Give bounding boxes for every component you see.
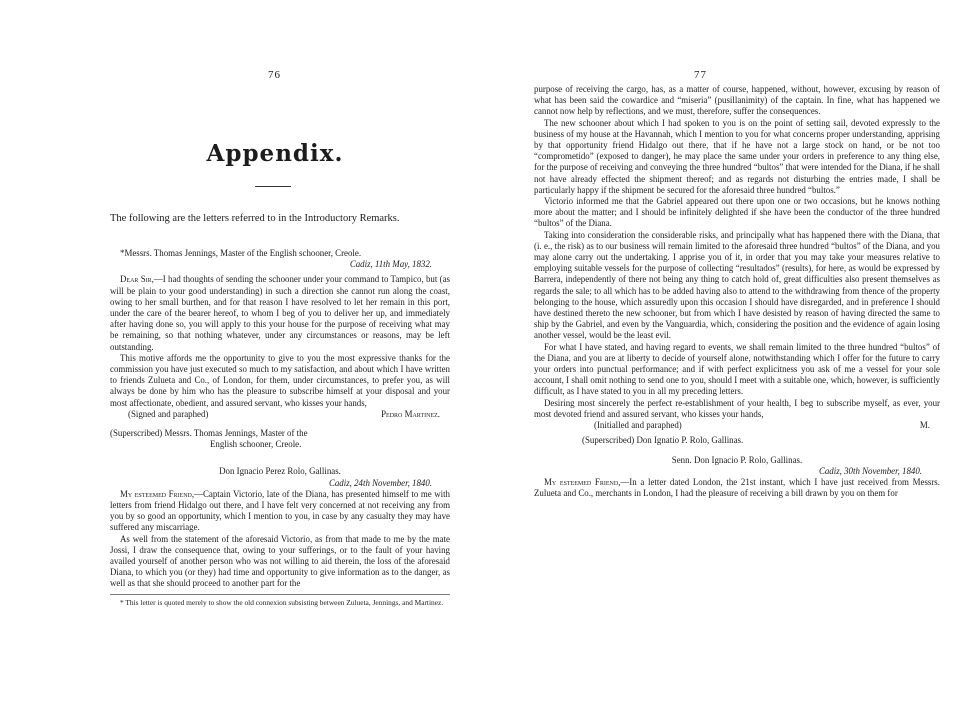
left-column <box>110 212 450 607</box>
footnote-rule <box>110 594 450 595</box>
letter2-para2: As well from the statement of the aforesaid Victorio, as from that made to me by the mate Jossi, I draw the consequence that, owing to your sufferings, or to the fault of your having availed yourself of another person who was not willing to aid therein, the loss of the aforesaid Diana, to which you (or they) had time and opportunity to give information as to the danger, as well as that she should proceed to another part for the <box>110 533 450 589</box>
letter2-cont-para1: purpose of receiving the cargo, has, as a matter of course, happened, without, however, excusing by reason of what has been said the cowardice and “miseria” (pusillanimity) of the captain. In fine, what has happened we cannot now help by reflections, and we must, therefore, suffer the consequences. <box>534 84 940 117</box>
letter2-cont-para3: Victorio informed me that the Gabriel appeared out there upon one or two occasions, but he knows nothing more about the matter; and I should be infinitely delighted if she have been the conductor of the three hundred “bultos” of the Diana. <box>534 196 940 229</box>
letter1-dateline: Cadiz, 11th May, 1832. <box>349 259 432 270</box>
letter2-para1: My esteemed Friend,—Captain Victorio, late of the Diana, has presented himself to me with letters from friend Hidalgo out there, and I have felt very concerned at not receiving any from you by so good an opportunity, which I mention to you, in case by any casualty they may have suffered any miscarriage. <box>110 488 450 533</box>
letter2-cont-para2: The new schooner about which I had spoken to you is on the point of setting sail, devoted expressly to the business of my house at the Havannah, which I mention to you for what concerns proper understanding, apprising by that opportunity friend Hidalgo out there, that if he have not a large stock on hand, or be not too “comprometido” (exposed to danger), he may place the same under your orders in preference to any thing else, for the purpose of receiving and conveying the three hundred “bultos” that were intended for the Diana, if he shall not have already effected the shipment thereof; and as regards not disturbing the entries made, I shall be particularly happy if the shipment be secured for the aforesaid three hundred “bultos.” <box>534 117 940 195</box>
letter1-signature: (Signed and paraphed) Pedro Martinez. <box>128 408 440 419</box>
right-page <box>490 0 980 703</box>
letter1-address: *Messrs. Thomas Jennings, Master of the English schooner, Creole. <box>120 248 362 258</box>
letter1-salutation: Dear Sir, <box>120 274 154 285</box>
title-rule <box>255 186 291 187</box>
page-number-right: 77 <box>694 69 707 81</box>
letter2-superscribed: (Superscribed) Don Ignatio P. Rolo, Gallinas. <box>582 435 744 446</box>
letter3-dateline: Cadiz, 30th November, 1840. <box>818 465 922 476</box>
intro-text: The following are the letters referred to in the Introductory Remarks. <box>110 213 400 224</box>
letter2-salutation: My esteemed Friend, <box>120 488 195 499</box>
letter2-signature: (Initialled and paraphed) M. <box>594 420 930 431</box>
letter2-cont-para5: For what I have stated, and having regard to events, we shall remain limited to the three hundred “bultos” of the Diana, and you are at liberty to decide of yourself alone, notwithstanding which I offer for the future to carry your orders into punctual performance; and if with perfect explicitness you ask of me a vessel for your sole account, I shall omit nothing to send one to you, should I meet with a suitable one, which, however, is sufficiently difficult, as I have stated to you in all my preceding letters. <box>534 341 940 397</box>
letter1-para1: Dear Sir,—I had thoughts of sending the schooner under your command to Tampico, but (as will be plain to your good understanding) in such a direction she cannot run along the coast, owing to her small burthen, and for that reason I have resolved to let her remain in this port, under the care of the bearer hereof, to whom I beg of you to deliver her up, and immediately after having done so, you will apply to this your house for the purpose of receiving what may be remaining, so that nothing whatever, under any circumstances or reasons, may be left outstanding. <box>110 274 450 352</box>
right-column <box>534 84 940 499</box>
letter2-address: Don Ignacio Perez Rolo, Gallinas. <box>219 466 341 477</box>
letter2-cont-para4: Taking into consideration the considerable risks, and principally what has happened there with the Diana, that (i. e., the risk) as to our business will remain limited to the aforesaid three hundred “bultos” of the Diana, and you may alone carry out the undertaking. I apprise you of it, in order that you may take your measures relative to employing suitable vessels for the purpose of collecting “resultados” (results), for here, as would be expressed by Barrera, independently of there not being any thing to catch hold of, great difficulties also present themselves as regards the sale; to all which has to be added having also to attend to the withdrawing from thence of the property belonging to the house, which assuredly upon this occasion I should have disregarded, and in preference I should have destined thereto the new schooner, but from which I have desisted by reason of having directed the same to ship by the Gabriel, and even by the Vanguardia, which, considering the position and the evidence of again losing another vessel, would be the least evil. <box>534 229 940 341</box>
letter3-para1: My esteemed Friend,—In a letter dated London, the 21st instant, which I have just received from Messrs. Zulueta and Co., merchants in London, I had the pleasure of receiving a bill drawn by you on them for <box>534 476 940 499</box>
letter1-para2: This motive affords me the opportunity to give to you the most expressive thanks for the commission you have just executed so much to my satisfaction, and about which I have written to friends Zulueta and Co., of London, for them, under circumstances, to prefer you, as will always be done by him who has the pleasure to subscribe himself at your disposal and your most affectionate, obedient, and assured servant, who kisses your hands, <box>110 352 450 408</box>
letter3-salutation: My esteemed Friend, <box>544 476 621 487</box>
appendix-title: Appendix. <box>206 140 344 167</box>
letter2-cont-para6: Desiring most sincerely the perfect re-establishment of your health, I beg to subscribe myself, as ever, your most devoted friend and assured servant, who kisses your hands, <box>534 397 940 419</box>
footnote: * This letter is quoted merely to show the old connexion subsisting between Zulueta, Jennings, and Martinez. <box>120 597 444 607</box>
letter1-superscribed: (Superscribed) Messrs. Thomas Jennings, Master of the <box>110 428 308 439</box>
letter2-dateline: Cadiz, 24th November, 1840. <box>328 477 432 488</box>
letter1-superscribed-2: English schooner, Creole. <box>210 439 302 450</box>
page-number-left: 76 <box>268 69 281 81</box>
letter3-address: Senn. Don Ignacio P. Rolo, Gallinas. <box>671 454 803 465</box>
